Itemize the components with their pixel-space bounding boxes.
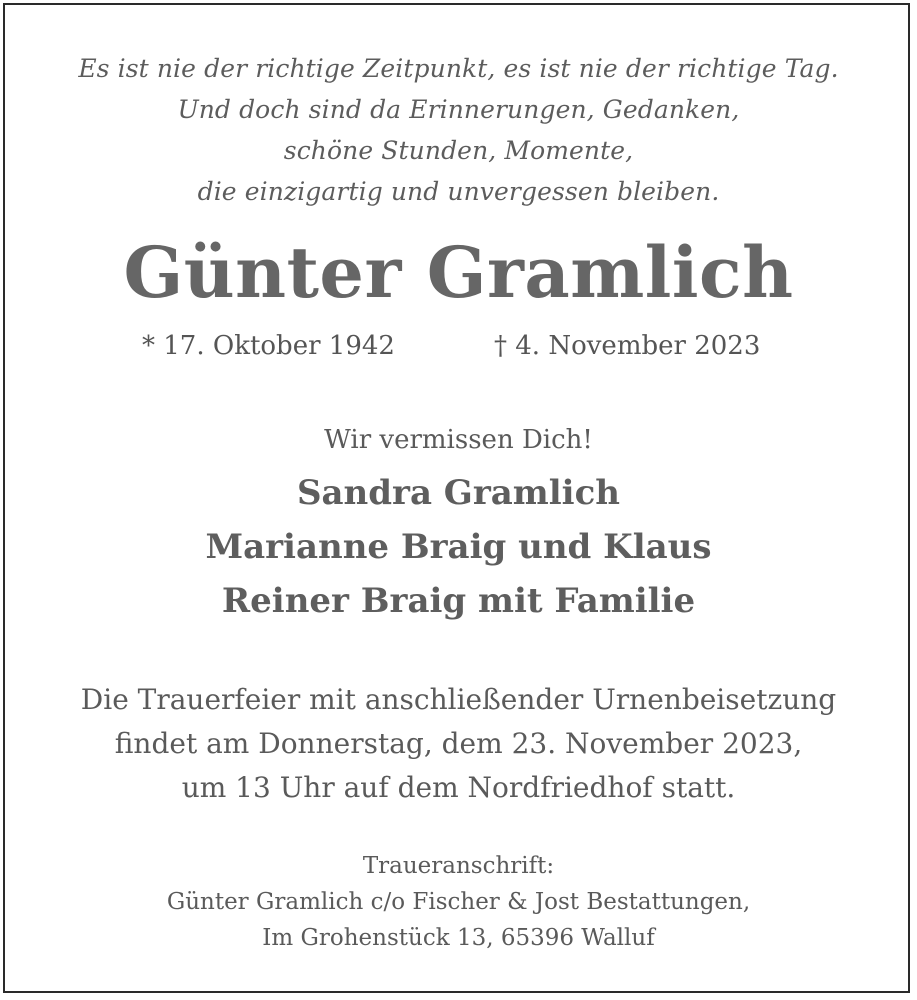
service-line: Die Trauerfeier mit anschließender Urnenbeisetzung bbox=[80, 683, 837, 716]
mourner-name: Sandra Gramlich bbox=[296, 473, 621, 513]
birth-date: * 17. Oktober 1942 bbox=[142, 331, 395, 361]
deceased-name: Günter Gramlich bbox=[123, 231, 794, 314]
mourner-name: Marianne Braig und Klaus bbox=[205, 527, 712, 567]
service-line: um 13 Uhr auf dem Nordfriedhof statt. bbox=[181, 771, 736, 804]
mourners-intro: Wir vermissen Dich! bbox=[324, 425, 593, 455]
death-date: † 4. November 2023 bbox=[494, 331, 761, 361]
address-line: Günter Gramlich c/o Fischer & Jost Bestattungen, bbox=[166, 889, 751, 915]
service-info bbox=[0, 678, 917, 810]
poem bbox=[0, 48, 917, 212]
mourners-list bbox=[0, 466, 917, 628]
mourner-name: Reiner Braig mit Familie bbox=[221, 581, 696, 621]
address-label: Traueranschrift: bbox=[362, 853, 555, 879]
poem-line: Es ist nie der richtige Zeitpunkt, es ist nie der richtige Tag. bbox=[78, 54, 839, 83]
poem-line: Und doch sind da Erinnerungen, Gedanken, bbox=[177, 95, 740, 124]
poem-line: die einzigartig und unvergessen bleiben. bbox=[197, 177, 720, 206]
mourning-address bbox=[0, 848, 917, 956]
service-line: findet am Donnerstag, dem 23. November 2023, bbox=[114, 727, 803, 760]
poem-line: schöne Stunden, Momente, bbox=[283, 136, 634, 165]
address-line: Im Grohenstück 13, 65396 Walluf bbox=[262, 925, 655, 951]
